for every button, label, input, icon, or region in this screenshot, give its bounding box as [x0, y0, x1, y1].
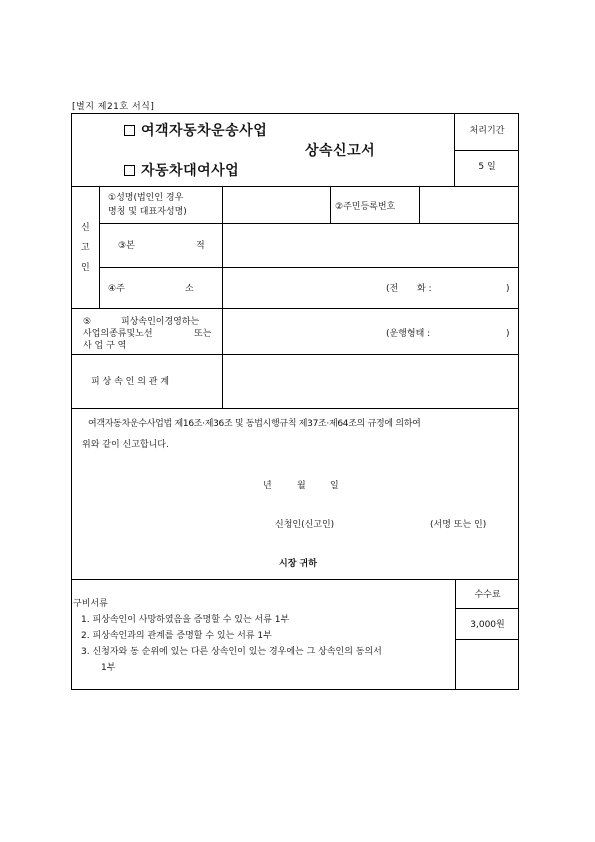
document-title: 상속신고서 — [305, 143, 376, 159]
divider — [455, 639, 519, 640]
phone-open-paren: (전 — [386, 284, 399, 294]
business-type-label-1: 여객자동차운송사업 — [141, 123, 268, 139]
origin-label: ③본 — [118, 241, 135, 251]
checkbox-icon[interactable] — [124, 125, 135, 136]
form-frame — [71, 113, 519, 690]
resident-number-label: ②주민등록번호 — [335, 202, 396, 212]
required-document-item-continued: 1부 — [101, 663, 116, 673]
processing-period-value: 5 일 — [478, 162, 496, 172]
operation-type-field[interactable] — [442, 321, 504, 345]
divider — [72, 579, 519, 580]
date-month-label: 월 — [297, 481, 306, 491]
required-document-item: 3. 신청자와 동 순위에 있는 다른 상속인이 있는 경우에는 그 상속인의 동의서 — [81, 647, 382, 657]
business-type-option-1[interactable] — [124, 122, 267, 140]
divider — [455, 608, 519, 609]
date-year-label: 년 — [263, 481, 272, 491]
applicant-side-label-2: 고 — [81, 243, 90, 253]
resident-number-field[interactable] — [420, 187, 518, 222]
relation-field[interactable] — [223, 355, 518, 407]
divider — [454, 150, 519, 151]
divider — [72, 408, 519, 409]
operation-type-close-paren: ) — [506, 329, 510, 339]
operation-type-label: (운행형태 : — [386, 329, 431, 339]
address-label-suffix: 소 — [185, 284, 194, 294]
applicant-side-label-3: 인 — [81, 263, 90, 273]
business-type-option-2[interactable] — [124, 162, 239, 180]
applicant-signature-label: 신청인(신고인) — [275, 520, 335, 530]
required-document-item: 2. 피상속인과의 관계를 증명할 수 있는 서류 1부 — [81, 631, 272, 641]
origin-field[interactable] — [223, 224, 518, 266]
statement-line-2: 위와 같이 신고합니다. — [82, 440, 169, 450]
phone-label: 화 : — [417, 284, 432, 294]
business-label-number: ⑤ — [83, 317, 92, 327]
business-label-line-2-or: 또는 — [194, 329, 212, 339]
address-label: ④주 — [108, 284, 125, 294]
addressee: 시장 귀하 — [279, 559, 317, 569]
checkbox-icon[interactable] — [124, 165, 135, 176]
required-documents-heading: 구비서류 — [73, 599, 108, 609]
signature-note: (서명 또는 인) — [430, 520, 487, 530]
fee-label: 수수료 — [474, 590, 501, 600]
business-field[interactable] — [223, 309, 383, 353]
fee-value: 3,000원 — [470, 620, 505, 630]
business-type-label-2: 자동차대여사업 — [141, 163, 240, 179]
name-label-line-1: ①성명(법인인 경우 — [108, 193, 184, 203]
processing-period-label: 처리기간 — [469, 126, 505, 136]
name-field[interactable] — [223, 187, 329, 222]
statement-line-1: 여객자동차운수사업법 제16조·제36조 및 동법시행규칙 제37조·제64조의 규정에 의하여 — [88, 419, 421, 429]
divider — [330, 186, 331, 223]
origin-label-suffix: 적 — [196, 241, 205, 251]
required-document-item: 1. 피상속인이 사망하였음을 증명할 수 있는 서류 1부 — [81, 615, 290, 625]
divider — [99, 186, 100, 308]
address-field[interactable] — [223, 268, 383, 307]
phone-field[interactable] — [440, 276, 504, 300]
relation-label: 피 상 속 인 의 관 계 — [91, 377, 170, 387]
business-label-line-2: 사업의종류및노선 — [83, 329, 153, 339]
form-number-tag: [별지 제21호 서식] — [72, 102, 155, 112]
name-label-line-2: 명칭 및 대표자성명) — [108, 207, 187, 217]
business-label-line-1: 피상속인이경영하는 — [121, 317, 200, 327]
applicant-side-label-1: 신 — [81, 223, 90, 233]
date-day-label: 일 — [330, 481, 339, 491]
phone-close-paren: ) — [506, 284, 510, 294]
business-label-line-3: 사 업 구 역 — [83, 341, 127, 351]
